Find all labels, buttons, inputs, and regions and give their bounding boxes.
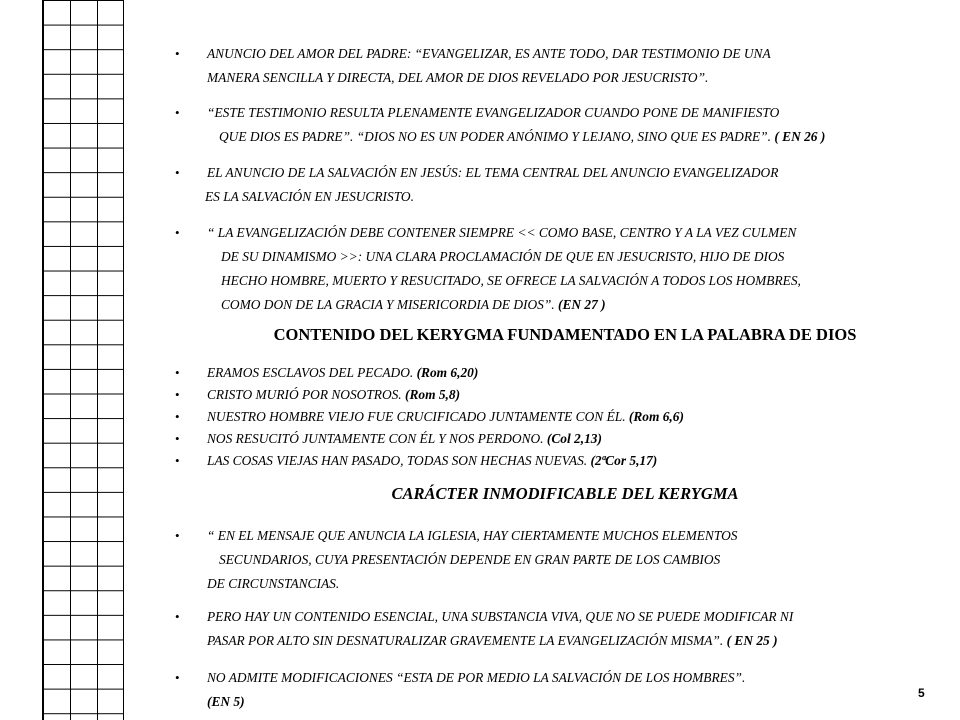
citation: (Rom 5,8) — [405, 387, 461, 402]
paragraph-line: PASAR POR ALTO SIN DESNATURALIZAR GRAVEMENTE LA EVANGELIZACIÓN MISMA”. ( EN 25 ) — [207, 633, 778, 648]
paragraph-line: ES LA SALVACIÓN EN JESUCRISTO. — [205, 189, 414, 204]
citation: (2ªCor 5,17) — [590, 453, 658, 468]
paragraph-line: HECHO HOMBRE, MUERTO Y RESUCITADO, SE OFRECE LA SALVACIÓN A TODOS LOS HOMBRES, — [221, 273, 801, 288]
paragraph-line: • ANUNCIO DEL AMOR DEL PADRE: “EVANGELIZAR, ES ANTE TODO, DAR TESTIMONIO DE UNA — [175, 42, 925, 66]
paragraph-line: • PERO HAY UN CONTENIDO ESENCIAL, UNA SUBSTANCIA VIVA, QUE NO SE PUEDE MODIFICAR NI — [175, 605, 925, 629]
citation: (EN 5) — [207, 694, 245, 709]
bullet-icon: • — [175, 431, 180, 446]
citation: (EN 27 ) — [558, 297, 606, 312]
bullet-icon: • — [175, 225, 180, 240]
list-item: • NOS RESUCITÓ JUNTAMENTE CON ÉL Y NOS PERDONO. (Col 2,13) — [175, 428, 925, 450]
section-heading-caracter: CARÁCTER INMODIFICABLE DEL KERYGMA — [391, 484, 739, 503]
paragraph-line: DE SU DINAMISMO >>: UNA CLARA PROCLAMACIÓN DE QUE EN JESUCRISTO, HIJO DE DIOS — [221, 249, 785, 264]
bullet-icon: • — [175, 670, 180, 685]
bullet-icon: • — [175, 165, 180, 180]
paragraph-no-admite — [175, 666, 925, 714]
list-item: • NUESTRO HOMBRE VIEJO FUE CRUCIFICADO JUNTAMENTE CON ÉL. (Rom 6,6) — [175, 406, 925, 428]
paragraph-line: QUE DIOS ES PADRE”. “DIOS NO ES UN PODER ANÓNIMO Y LEJANO, SINO QUE ES PADRE”. ( EN 26 ) — [219, 129, 826, 144]
bullet-icon: • — [175, 46, 180, 61]
bullet-icon: • — [175, 387, 180, 402]
citation: (Rom 6,6) — [628, 409, 684, 424]
paragraph-testimonio — [175, 101, 925, 149]
paragraph-line: COMO DON DE LA GRACIA Y MISERICORDIA DE DIOS”. (EN 27 ) — [221, 297, 606, 312]
paragraph-line: • “ESTE TESTIMONIO RESULTA PLENAMENTE EVANGELIZADOR CUANDO PONE DE MANIFIESTO — [175, 101, 925, 125]
paragraph-line: • “ EN EL MENSAJE QUE ANUNCIA LA IGLESIA, HAY CIERTAMENTE MUCHOS ELEMENTOS — [175, 524, 925, 548]
kerygma-list — [175, 362, 925, 472]
bullet-icon: • — [175, 453, 180, 468]
bullet-icon: • — [175, 409, 180, 424]
paragraph-contenido-esencial — [175, 605, 925, 653]
section-heading-contenido: CONTENIDO DEL KERYGMA FUNDAMENTADO EN LA PALABRA DE DIOS — [273, 325, 857, 344]
paragraph-line: • “ LA EVANGELIZACIÓN DEBE CONTENER SIEMPRE << COMO BASE, CENTRO Y A LA VEZ CULMEN — [175, 221, 925, 245]
citation: ( EN 26 ) — [774, 129, 826, 144]
paragraph-evangelizacion — [175, 221, 925, 317]
paragraph-line — [175, 690, 925, 714]
paragraph-line: SECUNDARIOS, CUYA PRESENTACIÓN DEPENDE EN GRAN PARTE DE LOS CAMBIOS — [219, 552, 721, 567]
page-number: 5 — [918, 686, 925, 700]
paragraph-line: • EL ANUNCIO DE LA SALVACIÓN EN JESÚS: EL TEMA CENTRAL DEL ANUNCIO EVANGELIZADOR — [175, 161, 925, 185]
paragraph-mensaje-iglesia — [175, 524, 925, 596]
bullet-icon: • — [175, 365, 180, 380]
bullet-icon: • — [175, 609, 180, 624]
citation: ( EN 25 ) — [726, 633, 778, 648]
paragraph-line: MANERA SENCILLA Y DIRECTA, DEL AMOR DE DIOS REVELADO POR JESUCRISTO”. — [207, 70, 709, 85]
citation: (Col 2,13) — [546, 431, 602, 446]
citation: (Rom 6,20) — [416, 365, 479, 380]
list-item: • ERAMOS ESCLAVOS DEL PECADO. (Rom 6,20) — [175, 362, 925, 384]
bullet-icon: • — [175, 528, 180, 543]
bullet-icon: • — [175, 105, 180, 120]
paragraph-line: DE CIRCUNSTANCIAS. — [207, 576, 340, 591]
paragraph-line: • NO ADMITE MODIFICACIONES “ESTA DE POR MEDIO LA SALVACIÓN DE LOS HOMBRES”. — [175, 666, 925, 690]
paragraph-salvacion — [175, 161, 925, 209]
paragraph-amor-del-padre — [175, 42, 925, 90]
list-item: • LAS COSAS VIEJAS HAN PASADO, TODAS SON HECHAS NUEVAS. (2ªCor 5,17) — [175, 450, 925, 472]
list-item: • CRISTO MURIÓ POR NOSOTROS. (Rom 5,8) — [175, 384, 925, 406]
